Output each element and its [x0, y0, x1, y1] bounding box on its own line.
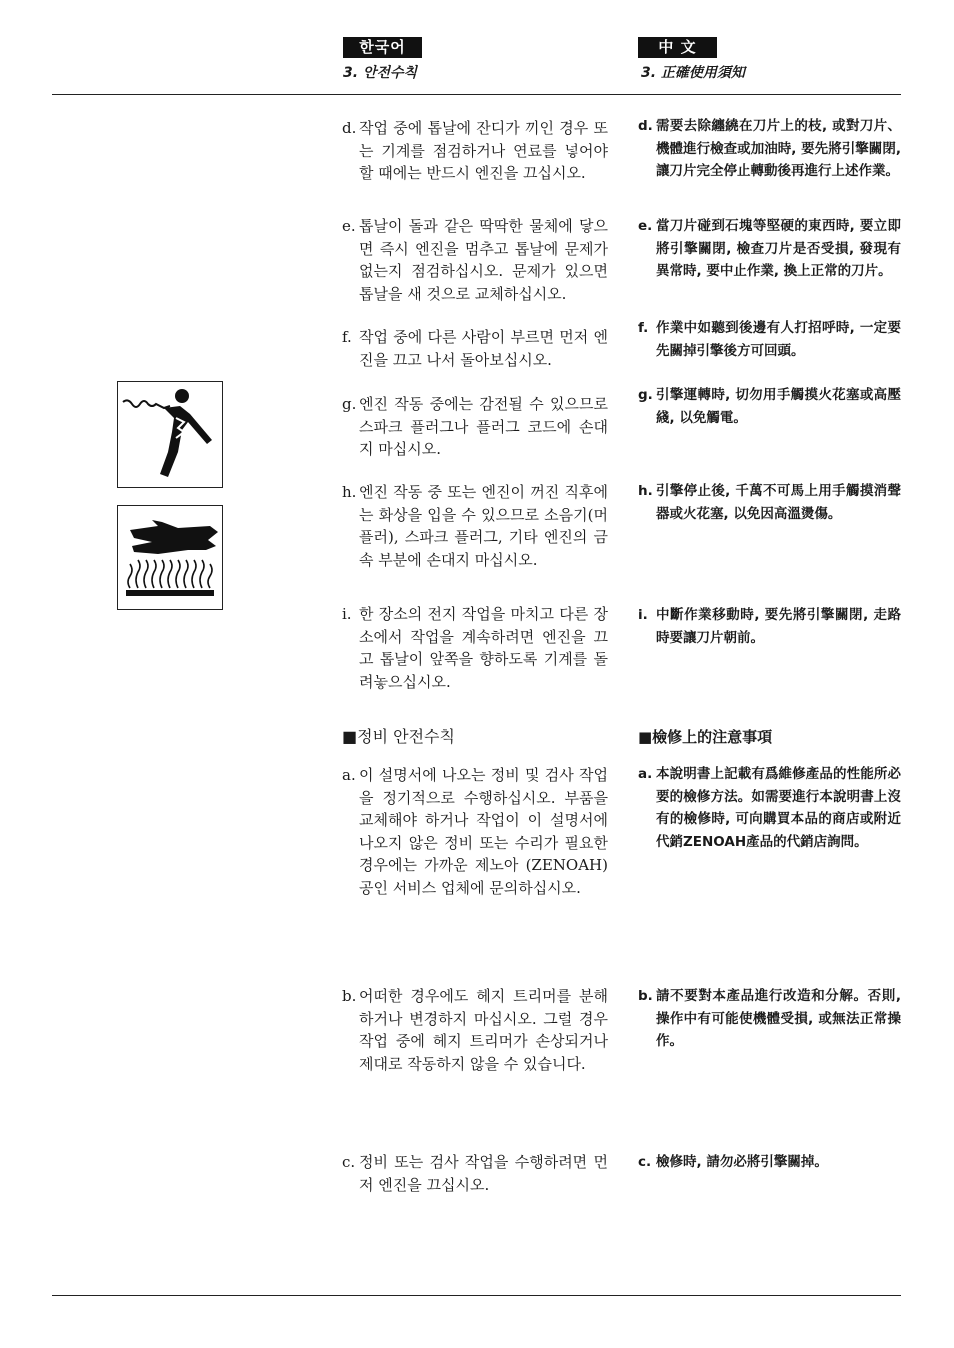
korean-section-title: 3. 안전수칙	[343, 65, 418, 81]
item-text: 작업 중에 톱날에 잔디가 끼인 경우 또는 기계를 점검하거나 연료를 넣어야 할 때에는 반드시 엔진을 끄십시오.	[359, 119, 608, 182]
ko-item-f	[342, 326, 608, 371]
zh-item-g	[638, 384, 901, 429]
ko-maint-item-c	[342, 1151, 608, 1196]
ko-item-d	[342, 117, 608, 185]
item-label: i.	[342, 605, 352, 623]
item-text: 本說明書上記載有爲維修產品的性能所必要的檢修方法。如需要進行本說明書上沒有的檢修時, 可向購買本品的商店或附近代銷ZENOAH產品的代銷店詢問。	[656, 766, 901, 850]
item-label: h.	[342, 483, 357, 501]
item-text: 引擎停止後, 千萬不可馬上用手觸摸消聲器或火花塞, 以免因高溫燙傷。	[656, 483, 901, 522]
zh-item-i	[638, 604, 901, 649]
chinese-section-title: 3. 正確使用須知	[641, 65, 745, 81]
item-label: a.	[342, 766, 356, 784]
item-text: 엔진 작동 중에는 감전될 수 있으므로 스파크 플러그나 플러그 코드에 손대지 마십시오.	[359, 395, 608, 458]
item-text: 中斷作業移動時, 要先將引擎關閉, 走路時要讓刀片朝前。	[656, 607, 901, 646]
chinese-language-tag: 中 文	[638, 37, 717, 58]
item-label: e.	[638, 218, 653, 234]
zh-item-e	[638, 215, 901, 283]
item-label: h.	[638, 483, 653, 499]
item-label: c.	[638, 1154, 652, 1170]
item-text: 請不要對本產品進行改造和分解。否則, 操作中有可能使機體受損, 或無法正常操作。	[656, 988, 901, 1049]
item-text: 當刀片碰到石塊等堅硬的東西時, 要立即將引擎關閉, 檢查刀片是否受損, 發現有異常時, 要中止作業, 換上正常的刀片。	[656, 218, 901, 279]
ko-maint-item-b	[342, 985, 608, 1075]
zh-item-f	[638, 317, 901, 362]
item-label: g.	[342, 395, 357, 413]
item-label: i.	[638, 607, 648, 623]
item-label: e.	[342, 217, 356, 235]
item-text: 작업 중에 다른 사람이 부르면 먼저 엔진을 끄고 나서 돌아보십시오.	[359, 328, 608, 369]
header-divider	[52, 94, 901, 95]
hot-surface-warning-icon	[117, 505, 223, 610]
item-text: 톱날이 돌과 같은 딱딱한 물체에 닿으면 즉시 엔진을 멈추고 톱날에 문제가 없는지 점검하십시오. 문제가 있으면 톱날을 새 것으로 교체하십시오.	[359, 217, 608, 303]
ko-maint-item-a	[342, 764, 608, 899]
item-text: 引擎運轉時, 切勿用手觸摸火花塞或高壓綫, 以免觸電。	[656, 387, 901, 426]
ko-item-g	[342, 393, 608, 461]
item-text: 어떠한 경우에도 헤지 트리머를 분해하거나 변경하지 마십시오. 그럴 경우 작업 중에 헤지 트리머가 손상되거나 제대로 작동하지 않을 수 있습니다.	[359, 987, 608, 1073]
item-text: 檢修時, 請勿必將引擎關掉。	[656, 1154, 828, 1170]
zh-item-d	[638, 115, 901, 183]
footer-divider	[52, 1295, 901, 1296]
ko-maintenance-heading: ■정비 안전수칙	[342, 727, 455, 746]
item-text: 엔진 작동 중 또는 엔진이 꺼진 직후에는 화상을 입을 수 있으므로 소음기(머플러), 스파크 플러그, 기타 엔진의 금속 부분에 손대지 마십시오.	[359, 483, 608, 569]
item-label: f.	[342, 328, 352, 346]
item-label: b.	[638, 988, 653, 1004]
korean-language-tag: 한국어	[343, 37, 422, 58]
ko-item-h	[342, 481, 608, 571]
zh-item-h	[638, 480, 901, 525]
item-text: 정비 또는 검사 작업을 수행하려면 먼저 엔진을 끄십시오.	[359, 1153, 608, 1194]
item-label: g.	[638, 387, 653, 403]
item-label: f.	[638, 320, 649, 336]
item-text: 需要去除纏繞在刀片上的枝, 或對刀片、機體進行檢查或加油時, 要先將引擎關閉, 讓刀片完全停止轉動後再進行上述作業。	[656, 118, 901, 179]
item-label: c.	[342, 1153, 356, 1171]
zh-maint-item-b	[638, 985, 901, 1053]
ko-item-e	[342, 215, 608, 305]
item-label: d.	[638, 118, 653, 134]
zh-maint-item-c	[638, 1151, 901, 1174]
item-text: 이 설명서에 나오는 정비 및 검사 작업을 정기적으로 수행하십시오. 부품을 교체해야 하거나 작업이 이 설명서에 나오지 않은 정비 또는 수리가 필요한 경우에는 가까운 제노아 (ZENOAH) 공인 서비스 업체에 문의하십시오.	[359, 766, 608, 897]
ko-item-i	[342, 603, 608, 693]
item-label: a.	[638, 766, 653, 782]
item-text: 한 장소의 전지 작업을 마치고 다른 장소에서 작업을 계속하려면 엔진을 끄고 톱날이 앞쪽을 향하도록 기계를 돌려놓으십시오.	[359, 605, 608, 691]
zh-maint-item-a	[638, 763, 901, 853]
item-text: 作業中如聽到後邊有人打招呼時, 一定要先關掉引擎後方可回頭。	[656, 320, 901, 359]
item-label: b.	[342, 987, 357, 1005]
zh-maintenance-heading: ■檢修上的注意事項	[638, 728, 773, 746]
item-label: d.	[342, 119, 357, 137]
electric-shock-warning-icon	[117, 381, 223, 488]
